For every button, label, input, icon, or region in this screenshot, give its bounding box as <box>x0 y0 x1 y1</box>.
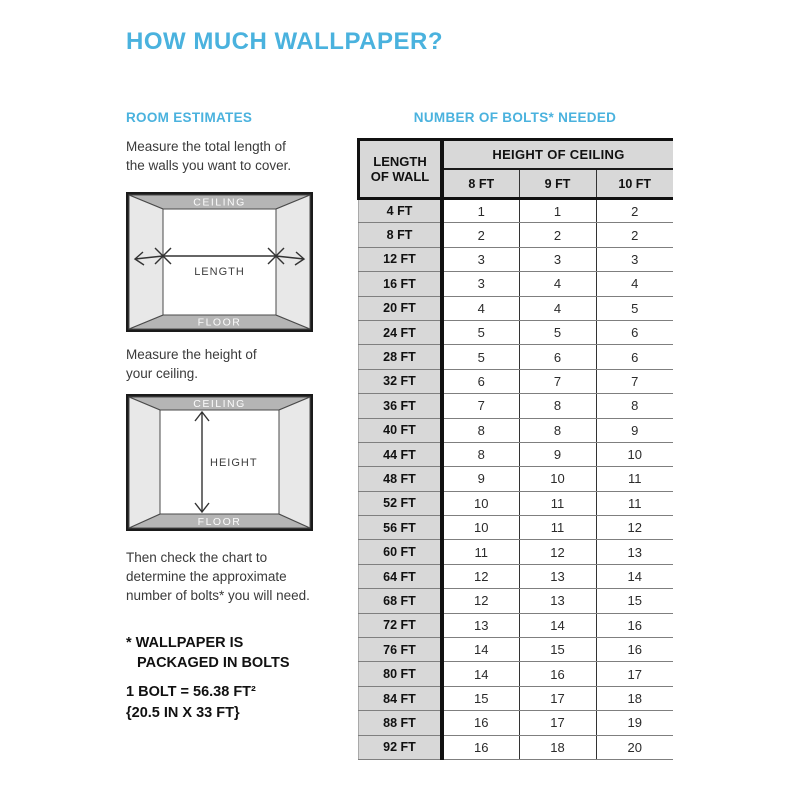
bolt-count-cell: 6 <box>519 345 596 369</box>
bolt-count-cell: 9 <box>519 442 596 466</box>
wall-length-cell: 8 FT <box>359 223 443 247</box>
bolt-count-cell: 20 <box>596 735 673 759</box>
bolt-count-cell: 3 <box>519 247 596 271</box>
height-label: HEIGHT <box>210 457 258 469</box>
room-length-diagram <box>126 192 313 332</box>
instruction-line: Measure the total length of <box>126 139 286 154</box>
bolt-count-cell: 2 <box>519 223 596 247</box>
bolt-count-cell: 18 <box>596 686 673 710</box>
bolt-count-cell: 9 <box>442 467 519 491</box>
instruction-line: your ceiling. <box>126 366 199 381</box>
bolts-table-body <box>359 199 674 760</box>
bolt-count-cell: 15 <box>596 589 673 613</box>
bolt-count-cell: 13 <box>596 540 673 564</box>
bolt-count-cell: 17 <box>519 711 596 735</box>
bolt-info-line: 1 BOLT = 56.38 FT² <box>126 684 256 700</box>
bolt-count-cell: 12 <box>442 564 519 588</box>
table-row <box>359 491 674 515</box>
bolt-count-cell: 6 <box>596 320 673 344</box>
table-row <box>359 320 674 344</box>
table-row <box>359 369 674 393</box>
bolt-count-cell: 17 <box>596 662 673 686</box>
wall-length-cell: 16 FT <box>359 272 443 296</box>
table-row <box>359 345 674 369</box>
table-row <box>359 442 674 466</box>
bolt-count-cell: 7 <box>442 394 519 418</box>
bolt-count-cell: 10 <box>596 442 673 466</box>
bolt-count-cell: 14 <box>519 613 596 637</box>
height-of-ceiling-header: HEIGHT OF CEILING <box>442 140 673 170</box>
bolt-count-cell: 2 <box>596 223 673 247</box>
bolt-size-info <box>126 682 256 724</box>
table-row <box>359 735 674 759</box>
wall-length-cell: 32 FT <box>359 369 443 393</box>
ceiling-label: CEILING <box>193 196 246 209</box>
length-label: LENGTH <box>194 266 245 278</box>
bolt-count-cell: 10 <box>519 467 596 491</box>
bolt-count-cell: 16 <box>442 711 519 735</box>
bolt-count-cell: 14 <box>442 662 519 686</box>
wall-length-cell: 44 FT <box>359 442 443 466</box>
wall-length-cell: 36 FT <box>359 394 443 418</box>
bolt-count-cell: 7 <box>596 369 673 393</box>
note-line: * WALLPAPER IS <box>126 635 244 651</box>
table-row <box>359 223 674 247</box>
bolt-count-cell: 1 <box>442 199 519 223</box>
wall-length-cell: 56 FT <box>359 516 443 540</box>
bolt-count-cell: 15 <box>442 686 519 710</box>
bolt-count-cell: 4 <box>596 272 673 296</box>
length-of-wall-header <box>359 140 443 199</box>
left-wall-panel <box>129 397 160 528</box>
bolt-info-line: {20.5 IN X 33 FT} <box>126 705 240 721</box>
instruction-chart-text <box>126 548 310 605</box>
bolts-table-header <box>359 140 674 199</box>
bolt-count-cell: 16 <box>596 613 673 637</box>
bolt-count-cell: 12 <box>519 540 596 564</box>
bolt-count-cell: 11 <box>596 467 673 491</box>
bolt-count-cell: 12 <box>442 589 519 613</box>
table-row <box>359 272 674 296</box>
bolt-count-cell: 5 <box>596 296 673 320</box>
bolt-count-cell: 3 <box>442 272 519 296</box>
bolt-count-cell: 12 <box>596 516 673 540</box>
instruction-line: number of bolts* you will need. <box>126 588 310 603</box>
bolt-count-cell: 3 <box>442 247 519 271</box>
bolt-count-cell: 8 <box>519 418 596 442</box>
wall-length-cell: 80 FT <box>359 662 443 686</box>
table-row <box>359 247 674 271</box>
page-title: HOW MUCH WALLPAPER? <box>126 28 444 55</box>
wall-length-cell: 52 FT <box>359 491 443 515</box>
bolt-count-cell: 8 <box>519 394 596 418</box>
bolt-count-cell: 2 <box>596 199 673 223</box>
note-line: PACKAGED IN BOLTS <box>137 655 290 671</box>
wall-length-cell: 28 FT <box>359 345 443 369</box>
bolt-count-cell: 19 <box>596 711 673 735</box>
right-wall-panel <box>279 397 310 528</box>
table-row <box>359 589 674 613</box>
bolt-count-cell: 7 <box>519 369 596 393</box>
bolt-count-cell: 1 <box>519 199 596 223</box>
table-row <box>359 199 674 223</box>
bolt-count-cell: 6 <box>442 369 519 393</box>
bolt-count-cell: 11 <box>519 516 596 540</box>
header-line: OF WALL <box>370 169 430 184</box>
instruction-height-text <box>126 345 257 383</box>
bolt-count-cell: 5 <box>442 320 519 344</box>
table-row <box>359 662 674 686</box>
wall-length-cell: 88 FT <box>359 711 443 735</box>
wall-length-cell: 76 FT <box>359 638 443 662</box>
bolt-count-cell: 8 <box>442 442 519 466</box>
bolt-count-cell: 2 <box>442 223 519 247</box>
instruction-line: Measure the height of <box>126 347 257 362</box>
table-row <box>359 467 674 491</box>
bolt-count-cell: 6 <box>596 345 673 369</box>
table-row <box>359 613 674 637</box>
bolt-count-cell: 15 <box>519 638 596 662</box>
bolt-count-cell: 5 <box>442 345 519 369</box>
instruction-line: determine the approximate <box>126 569 287 584</box>
bolt-count-cell: 18 <box>519 735 596 759</box>
wall-length-cell: 24 FT <box>359 320 443 344</box>
table-row <box>359 540 674 564</box>
ceiling-label: CEILING <box>193 398 246 410</box>
bolt-count-cell: 14 <box>596 564 673 588</box>
table-row <box>359 394 674 418</box>
col-header-8ft: 8 FT <box>442 169 519 199</box>
floor-label: FLOOR <box>197 516 242 528</box>
bolt-count-cell: 4 <box>442 296 519 320</box>
wall-length-cell: 20 FT <box>359 296 443 320</box>
wall-length-cell: 72 FT <box>359 613 443 637</box>
bolt-count-cell: 4 <box>519 296 596 320</box>
bolt-count-cell: 8 <box>442 418 519 442</box>
bolt-count-cell: 11 <box>596 491 673 515</box>
table-row <box>359 296 674 320</box>
col-header-9ft: 9 FT <box>519 169 596 199</box>
wall-length-cell: 60 FT <box>359 540 443 564</box>
wall-length-cell: 48 FT <box>359 467 443 491</box>
wall-length-cell: 4 FT <box>359 199 443 223</box>
header-line: LENGTH <box>373 154 427 169</box>
bolt-count-cell: 13 <box>519 589 596 613</box>
wall-length-cell: 12 FT <box>359 247 443 271</box>
bolt-count-cell: 11 <box>519 491 596 515</box>
bolt-count-cell: 8 <box>596 394 673 418</box>
bolts-table <box>357 138 673 760</box>
bolts-needed-heading: NUMBER OF BOLTS* NEEDED <box>413 110 617 125</box>
back-wall-panel <box>163 209 276 315</box>
wallpaper-bolts-note <box>126 633 290 673</box>
bolt-count-cell: 5 <box>519 320 596 344</box>
bolt-count-cell: 13 <box>442 613 519 637</box>
wall-length-cell: 40 FT <box>359 418 443 442</box>
bolt-count-cell: 16 <box>442 735 519 759</box>
table-row <box>359 564 674 588</box>
floor-label: FLOOR <box>197 316 242 329</box>
bolt-count-cell: 4 <box>519 272 596 296</box>
wall-length-cell: 84 FT <box>359 686 443 710</box>
room-estimates-heading: ROOM ESTIMATES <box>126 110 253 125</box>
col-header-10ft: 10 FT <box>596 169 673 199</box>
bolt-count-cell: 3 <box>596 247 673 271</box>
wall-length-cell: 68 FT <box>359 589 443 613</box>
bolt-count-cell: 10 <box>442 516 519 540</box>
table-row <box>359 711 674 735</box>
bolt-count-cell: 9 <box>596 418 673 442</box>
bolt-count-cell: 16 <box>519 662 596 686</box>
table-row <box>359 686 674 710</box>
table-row <box>359 418 674 442</box>
bolt-count-cell: 10 <box>442 491 519 515</box>
instruction-length-text <box>126 137 291 175</box>
instruction-line: Then check the chart to <box>126 550 268 565</box>
wall-length-cell: 92 FT <box>359 735 443 759</box>
bolt-count-cell: 11 <box>442 540 519 564</box>
ceiling-height-diagram <box>126 394 313 531</box>
wall-length-cell: 64 FT <box>359 564 443 588</box>
table-row <box>359 638 674 662</box>
bolt-count-cell: 16 <box>596 638 673 662</box>
bolt-count-cell: 17 <box>519 686 596 710</box>
instruction-line: the walls you want to cover. <box>126 158 292 173</box>
table-row <box>359 516 674 540</box>
bolt-count-cell: 13 <box>519 564 596 588</box>
bolt-count-cell: 14 <box>442 638 519 662</box>
